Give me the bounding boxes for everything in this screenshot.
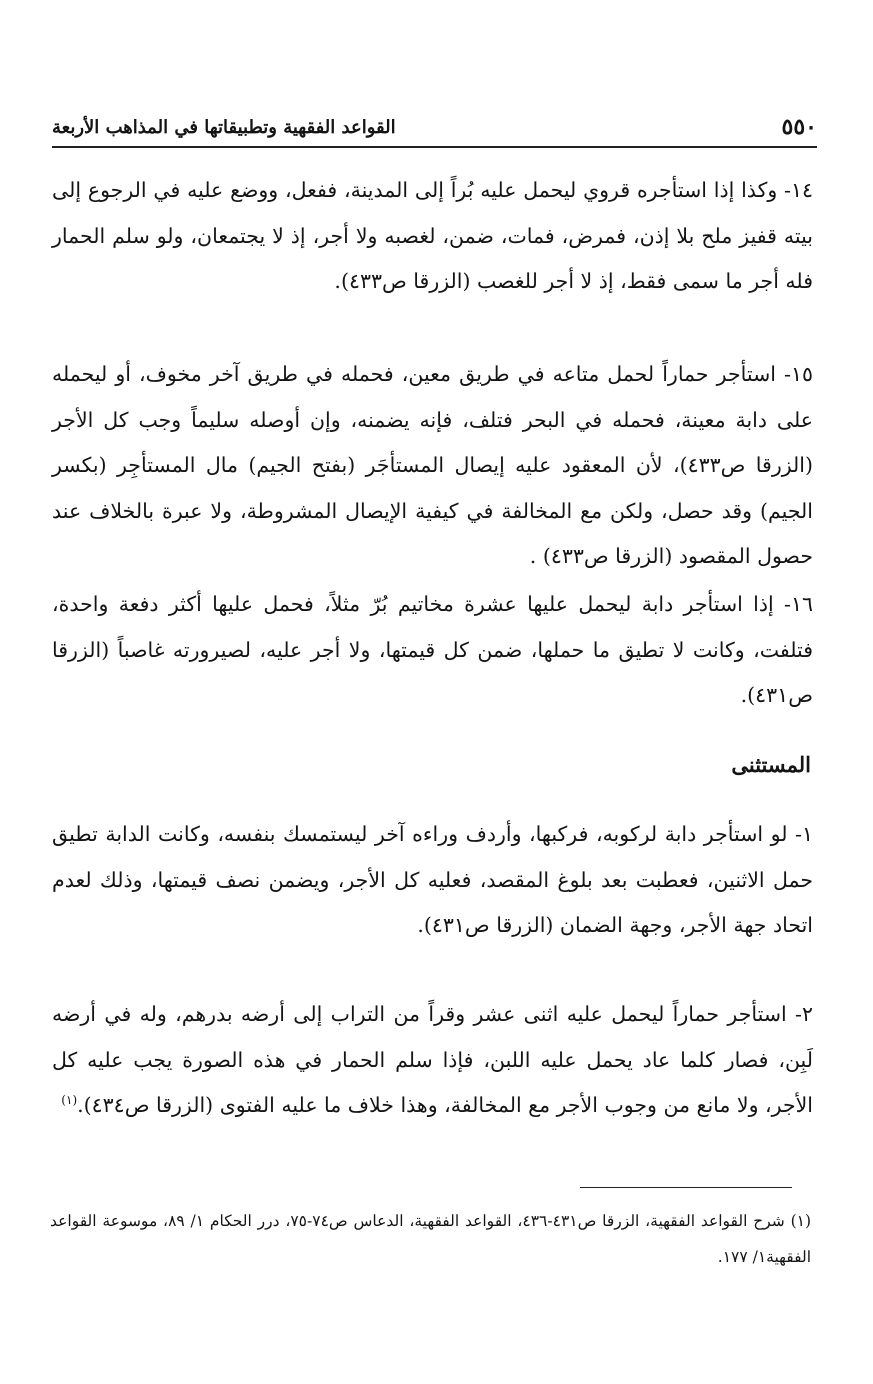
footnote: (١) شرح القواعد الفقهية، الزرقا ص٤٣١-٤٣٦، القواعد الفقهية، الدعاس ص٧٤-٧٥، درر الحكام ١/ ٨٩، موسوعة القواعد الفقهية١/ ١٧٧. bbox=[50, 1212, 812, 1266]
section-heading-exception: المستثنى bbox=[731, 752, 811, 777]
paragraph-16: ١٦- إذا استأجر دابة ليحمل عليها عشرة مخاتيم بُرّ مثلاً، فحمل عليها أكثر دفعة واحدة، فتلفت، وكانت لا تطيق ما حملها، ضمن كل قيمتها، ولا أجر عليه، لصيرورته غاصباً (الزرقا ص٤٣١). bbox=[52, 592, 813, 707]
page-number: ٥٥٠ bbox=[781, 114, 817, 140]
footnote-reference: (١) bbox=[61, 1093, 78, 1108]
footnote-rule bbox=[580, 1187, 792, 1188]
exception-item-2 bbox=[52, 992, 813, 1129]
paragraph-14: ١٤- وكذا إذا استأجره قروي ليحمل عليه بُراً إلى المدينة، ففعل، ووضع عليه في الرجوع إلى بيته قفيز ملح بلا إذن، فمرض، فمات، ضمن، لغصبه ولا أجر، إذ لا يجتمعان، ولو سلم الحمار فله أجر ما سمى فقط، إذ لا أجر للغصب (الزرقا ص٤٣٣). bbox=[52, 178, 813, 293]
paragraph-15: ١٥- استأجر حماراً لحمل متاعه في طريق معين، فحمله في طريق آخر مخوف، أو ليحمله على دابة معينة، فحمله في البحر فتلف، فإنه يضمنه، وإن أوصله سليماً وجب كل الأجر (الزرقا ص٤٣٣)، لأن المعقود عليه إيصال المستأجَر (بفتح الجيم) مال المستأجِر (بكسر الجيم) وقد حصل، ولكن مع المخالفة في كيفية الإيصال المشروطة، ولا عبرة بالخلاف عند حصول المقصود (الزرقا ص٤٣٣) . bbox=[52, 362, 813, 568]
running-title: القواعد الفقهية وتطبيقاتها في المذاهب الأربعة bbox=[52, 116, 396, 138]
exception-item-2-text: ٢- استأجر حماراً ليحمل عليه اثنى عشر وقراً من التراب إلى أرضه بدرهم، وله في أرضه لَبِن، فصار كلما عاد يحمل عليه اللبن، فإذا سلم الحمار في هذه الصورة يجب عليه كل الأجر، ولا مانع من وجوب الأجر مع المخالفة، وهذا خلاف ما عليه الفتوى (الزرقا ص٤٣٤). bbox=[52, 1002, 813, 1117]
page-header bbox=[52, 110, 817, 144]
header-rule bbox=[52, 146, 817, 148]
exception-item-1: ١- لو استأجر دابة لركوبه، فركبها، وأردف وراءه آخر ليستمسك بنفسه، وكانت الدابة تطيق حمل الاثنين، فعطبت بعد بلوغ المقصد، فعليه كل الأجر، ويضمن نصف قيمتها، وذلك لعدم اتحاد جهة الأجر، وجهة الضمان (الزرقا ص٤٣١). bbox=[52, 822, 813, 937]
